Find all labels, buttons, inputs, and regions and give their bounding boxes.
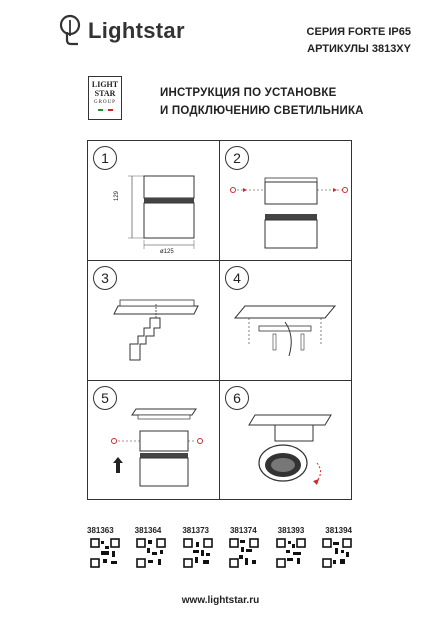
article-code: 381374 [229, 526, 257, 535]
qr-code-icon[interactable] [322, 538, 352, 568]
qr-code-icon[interactable] [229, 538, 259, 568]
article-code: 381373 [182, 526, 210, 535]
instruction-title [160, 84, 364, 120]
articles-line: АРТИКУЛЫ 3813XY [307, 43, 411, 55]
article-code: 381394 [325, 526, 352, 535]
series-info [307, 24, 411, 58]
step-number: 6 [225, 386, 249, 410]
article-code: 381393 [277, 526, 305, 535]
fixture-dimensions-drawing [118, 161, 213, 256]
step-number: 3 [93, 266, 117, 290]
article-codes-row [87, 526, 352, 535]
step-number: 2 [225, 146, 249, 170]
qr-code-icon[interactable] [136, 538, 166, 568]
brand-logo-icon [58, 14, 84, 46]
fixture-attach-drawing [96, 401, 216, 499]
series-line: СЕРИЯ FORTE IP65 [306, 26, 411, 38]
italian-flag-icon [89, 109, 121, 111]
qr-code-icon[interactable] [276, 538, 306, 568]
dimension-diameter-label: ø125 [160, 249, 174, 255]
step-6-panel [220, 381, 352, 500]
step-2-panel [220, 141, 352, 260]
emblem-line-2: STAR [94, 89, 116, 98]
steps-grid [87, 140, 352, 500]
step-number: 5 [93, 386, 117, 410]
fixture-separated-drawing [225, 166, 350, 256]
instruction-line-2: И ПОДКЛЮЧЕНИЮ СВЕТИЛЬНИКА [160, 105, 364, 117]
article-code: 381363 [87, 526, 114, 535]
lightstar-group-emblem [88, 76, 122, 120]
qr-codes-row [90, 538, 352, 568]
step-5-panel [88, 381, 220, 500]
ceiling-mount-drawing [98, 286, 216, 378]
qr-code-icon[interactable] [90, 538, 120, 568]
step-1-panel [88, 141, 220, 260]
article-code: 381364 [134, 526, 162, 535]
mounting-plate-drawing [225, 286, 350, 378]
fixture-rotate-drawing [225, 401, 350, 499]
step-3-panel [88, 261, 220, 380]
step-4-panel [220, 261, 352, 380]
step-number: 1 [93, 146, 117, 170]
step-number: 4 [225, 266, 249, 290]
website-link[interactable]: www.lightstar.ru [181, 595, 260, 606]
dimension-height-label: 129 [114, 190, 120, 201]
instruction-line-1: ИНСТРУКЦИЯ ПО УСТАНОВКЕ [160, 87, 337, 99]
emblem-line-1: LIGHT [91, 80, 119, 89]
emblem-line-3: GROUP [94, 100, 116, 105]
qr-code-icon[interactable] [183, 538, 213, 568]
brand-name: Lightstar [88, 18, 185, 43]
